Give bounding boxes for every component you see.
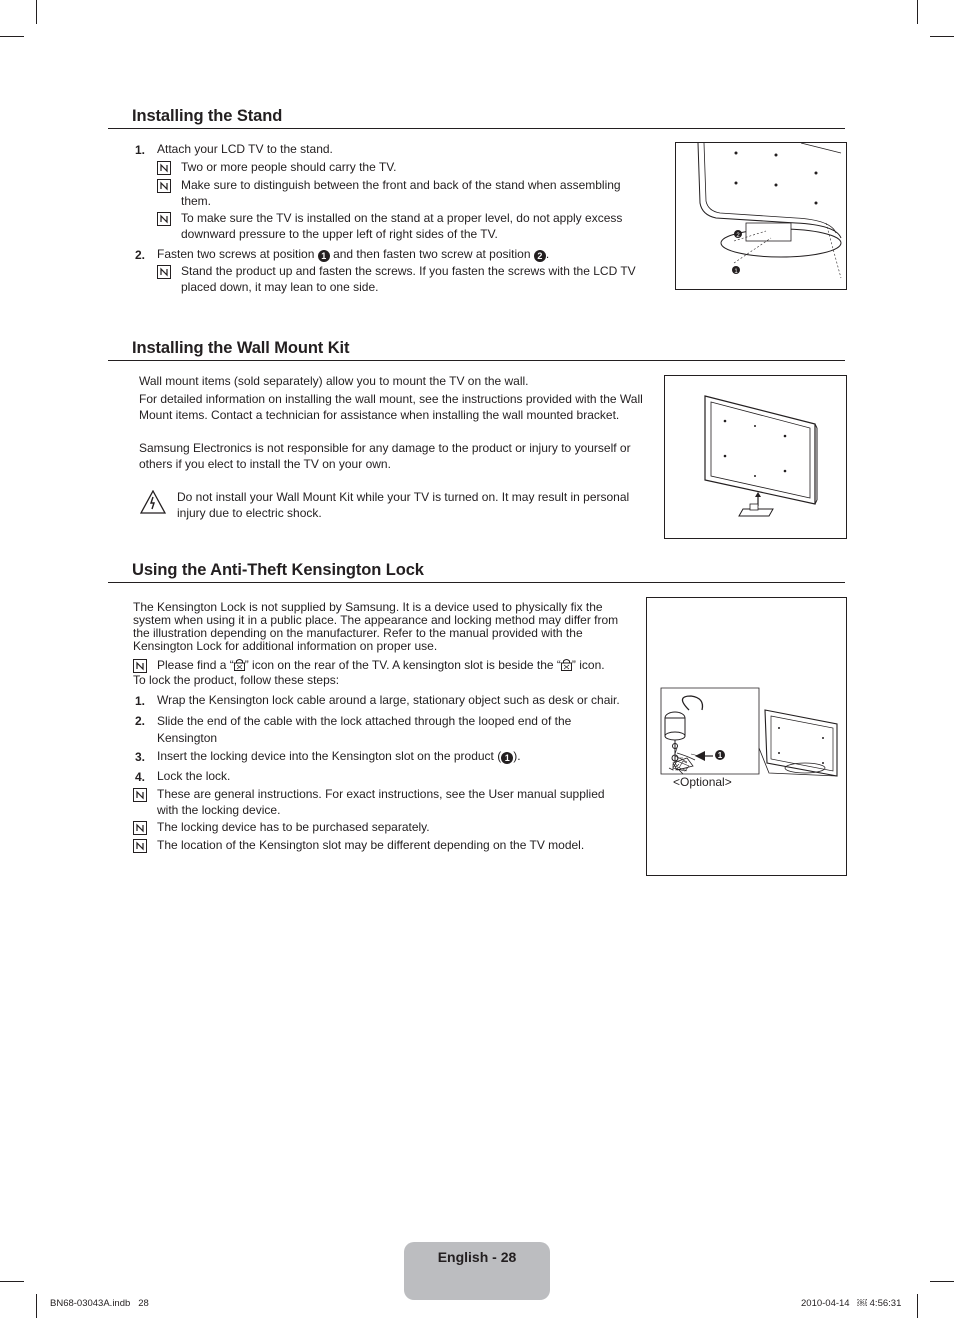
step-text: Insert the locking device into the Kensington slot on the product ( 1 ). bbox=[157, 749, 521, 763]
figure-marker-2: 2 bbox=[736, 233, 740, 239]
warning-icon bbox=[140, 490, 166, 514]
section-title: Using the Anti-Theft Kensington Lock bbox=[132, 561, 424, 579]
wall-mount-illustration bbox=[664, 375, 847, 539]
crop-mark bbox=[930, 1281, 954, 1282]
step-text: Wrap the Kensington lock cable around a large, stationary object such as desk or chair. bbox=[157, 693, 620, 707]
crop-mark bbox=[0, 1281, 24, 1282]
note-icon bbox=[157, 179, 171, 193]
marker-2: 2 bbox=[534, 250, 546, 262]
figure-marker-1: 1 bbox=[734, 269, 738, 275]
stand-illustration bbox=[675, 142, 847, 290]
crop-mark bbox=[917, 0, 918, 24]
intro-paragraph: The Kensington Lock is not supplied by Samsung. It is a device used to physically fix the system when using it in a public place. The appearance and locking method may differ from the illustration depending on the manufacturer. Refer to the manual provided with the Kensington Lock for additional information on proper use. bbox=[133, 600, 619, 653]
note-icon bbox=[157, 212, 171, 226]
step-number: 2. bbox=[135, 248, 146, 262]
step-text: Fasten two screws at position 1 and then fasten two screw at position 2 . bbox=[157, 247, 550, 261]
note-text: The locking device has to be purchased separately. bbox=[157, 820, 430, 834]
step-number: 2. bbox=[135, 714, 146, 728]
note-icon bbox=[133, 839, 147, 853]
marker-1: 1 bbox=[318, 250, 330, 262]
lead-text: To lock the product, follow these steps: bbox=[133, 673, 340, 687]
crop-mark bbox=[36, 1294, 37, 1318]
note-text: To make sure the TV is installed on the stand at a proper level, do not apply excess downward pressure to the upper left of right sides of the TV. bbox=[181, 211, 623, 241]
marker-1: 1 bbox=[501, 752, 513, 764]
warning-text: Do not install your Wall Mount Kit while your TV is turned on. It may result in personal injury due to electric shock. bbox=[177, 490, 630, 520]
paragraph: Wall mount items (sold separately) allow you to mount the TV on the wall. bbox=[139, 374, 529, 388]
note-text: The location of the Kensington slot may be different depending on the TV model. bbox=[157, 838, 585, 852]
section-title: Installing the Stand bbox=[132, 107, 283, 125]
step-text: Slide the end of the cable with the lock attached through the looped end of the Kensington bbox=[157, 714, 572, 745]
note-icon bbox=[157, 161, 171, 175]
tv-rear-drawing bbox=[665, 376, 846, 538]
note-text: Make sure to distinguish between the front and back of the stand when assembling them. bbox=[181, 178, 621, 208]
note-icon bbox=[133, 788, 147, 802]
section-heading-kensington bbox=[108, 560, 845, 583]
step-number: 4. bbox=[135, 770, 146, 784]
page-number: English - 28 bbox=[437, 1249, 517, 1265]
file-name: BN68-03043A.indb 28 bbox=[50, 1298, 149, 1309]
kensington-illustration bbox=[646, 597, 847, 876]
note-icon bbox=[133, 659, 147, 673]
note-icon bbox=[157, 265, 171, 279]
figure-caption: <Optional> bbox=[673, 775, 732, 789]
section-heading-wall-mount bbox=[108, 338, 845, 361]
paragraph: Samsung Electronics is not responsible for any damage to the product or injury to yourself or others if you elect to install the TV on your own. bbox=[139, 441, 631, 471]
note-text: Please find a “ ” icon on the rear of the TV. A kensington slot is beside the “ ” icon. bbox=[157, 658, 605, 672]
print-timestamp: 2010-04-14 ￼ 4:56:31 bbox=[801, 1298, 902, 1309]
figure-marker-1: 1 bbox=[717, 751, 723, 760]
step-number: 1. bbox=[135, 694, 146, 708]
kensington-icon bbox=[234, 659, 245, 671]
step-number: 1. bbox=[135, 143, 146, 157]
note-text: These are general instructions. For exact instructions, see the User manual supplied with the locking device. bbox=[157, 787, 605, 817]
step-number: 3. bbox=[135, 750, 146, 764]
crop-mark bbox=[0, 36, 24, 37]
crop-mark bbox=[917, 1294, 918, 1318]
note-text: Stand the product up and fasten the screws. If you fasten the screws with the LCD TV placed down, it may lean to one side. bbox=[181, 264, 636, 294]
kensington-icon bbox=[561, 659, 572, 671]
kensington-lock-drawing bbox=[647, 598, 846, 875]
tv-stand-drawing bbox=[676, 143, 846, 289]
note-icon bbox=[133, 821, 147, 835]
note-text: Two or more people should carry the TV. bbox=[181, 160, 397, 174]
section-heading-stand bbox=[108, 106, 845, 129]
step-text: Attach your LCD TV to the stand. bbox=[157, 142, 333, 156]
crop-mark bbox=[36, 0, 37, 24]
section-title: Installing the Wall Mount Kit bbox=[132, 339, 350, 357]
crop-mark bbox=[930, 36, 954, 37]
step-text: Lock the lock. bbox=[157, 769, 231, 783]
paragraph: For detailed information on installing the wall mount, see the instructions provided with the Wall Mount items. Contact a technician for assistance when installing the wall mounted bracket. bbox=[139, 392, 643, 422]
